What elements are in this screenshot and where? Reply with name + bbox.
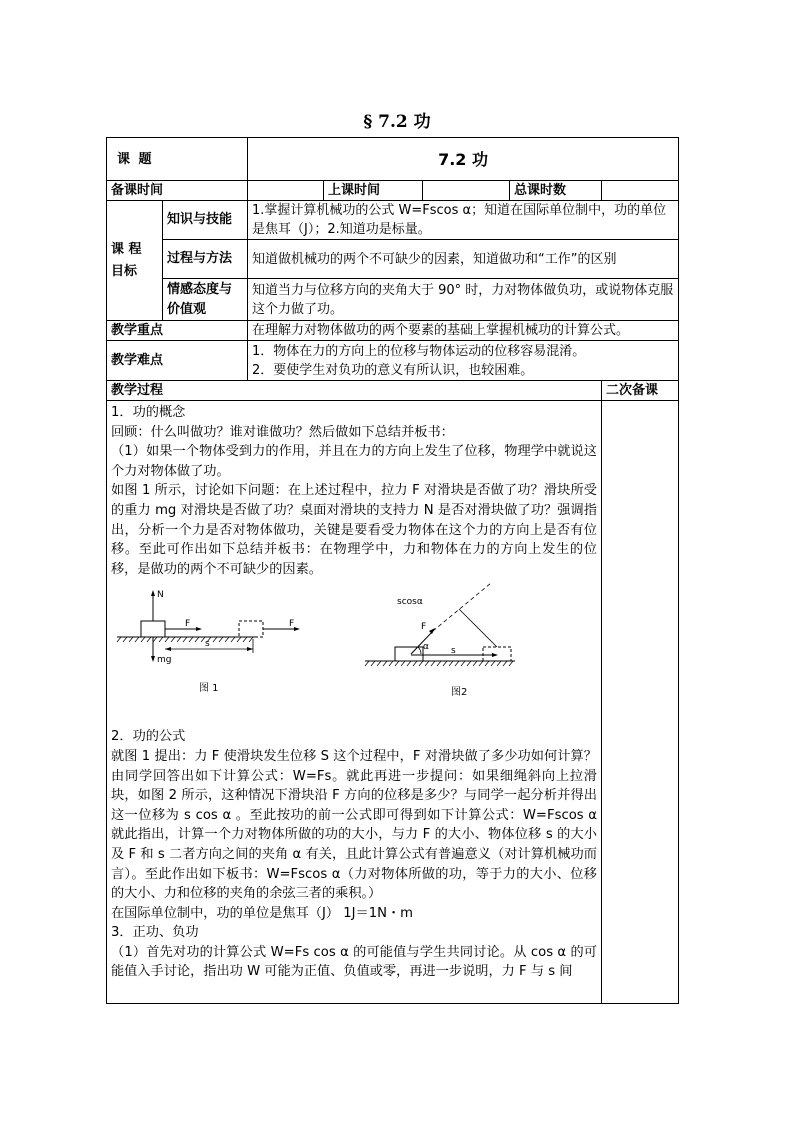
- process-paragraph: 3．正功、负功: [111, 925, 199, 941]
- force-diagrams: [111, 579, 591, 727]
- process-paragraph: 回顾：什么叫做功？谁对谁做功？然后做如下总结并板书：: [111, 424, 454, 440]
- objectives-label-text: 课 程 目标: [111, 241, 142, 279]
- second-prep-label: 二次备课: [602, 381, 679, 401]
- process-paragraph: 如图 1 所示，讨论如下问题：在上述过程中，拉力 F 对滑块是否做了功？滑块所受的重力 mg 对滑块是否做了功？桌面对滑块的支持力 N 是否对滑块做了功？强调指出，分析一个力是否对物体做功，关键是要看受力物体在这个力的方向上是否有位移。至此可作出如下总结并板书：在物理学中，力和物体在力的方向上发生的位移，是做功的两个不可缺少的因素。: [111, 483, 597, 577]
- class-time-label: 上课时间: [324, 181, 423, 201]
- process-label: 教学过程: [107, 381, 602, 401]
- difficulty-items: [248, 341, 679, 381]
- class-time-value[interactable]: [423, 181, 510, 201]
- topic-value: 7.2 功: [248, 138, 679, 181]
- document-title: § 7.2 功: [363, 112, 431, 132]
- process-paragraph: 在国际单位制中，功的单位是焦耳（J） 1J＝1N・m: [111, 905, 414, 921]
- difficulty-label: 教学难点: [107, 341, 248, 381]
- process-paragraph: （1）如果一个物体受到力的作用，并且在力的方向上发生了位移，物理学中就说这个力对物体做了功。: [111, 444, 597, 479]
- fig1-s-label: s: [205, 639, 210, 650]
- second-prep-notes[interactable]: [602, 401, 679, 1004]
- process-paragraph: （1）首先对功的计算公式 W=Fs cos α 的可能值与学生共同讨论。从 cos α 的可能值入手讨论，指出功 W 可能为正值、负值或零，再进一步说明，力 F 与 s 间: [111, 944, 597, 980]
- fig1-mg-label: mg: [157, 655, 172, 666]
- difficulty-item: 2．要使学生对负功的意义有所认识，也较困难。: [252, 362, 534, 378]
- focus-text: 在理解力对物体做功的两个要素的基础上掌握机械功的计算公式。: [248, 321, 679, 341]
- process-paragraph: 2．功的公式: [111, 729, 186, 745]
- fig1-f-label: F: [289, 619, 295, 630]
- objective-text-attitude: 知道当力与位移方向的夹角大于 90° 时，力对物体做负功，或说物体克服这个力做了功。: [248, 279, 679, 321]
- objective-label-process: 过程与方法: [163, 240, 248, 279]
- fig2-caption: 图2: [451, 687, 468, 699]
- focus-label: 教学重点: [107, 321, 248, 341]
- objective-text-knowledge: 1.掌握计算机械功的公式 W=Fscos α；知道在国际单位制中，功的单位是焦耳（J）；2.知道功是标量。: [248, 201, 679, 240]
- objectives-label: [107, 201, 163, 321]
- figure-2: [365, 583, 515, 698]
- objective-label-knowledge: 知识与技能: [163, 201, 248, 240]
- objective-label-attitude: 情感态度与价值观: [163, 279, 248, 321]
- total-hours-label: 总课时数: [510, 181, 602, 201]
- figure-1: [117, 590, 300, 694]
- fig1-caption: 图 1: [199, 683, 219, 695]
- fig1-f-label: F: [185, 619, 191, 630]
- objective-text-process: 知道做机械功的两个不可缺少的因素，知道做功和“工作”的区别: [248, 240, 679, 279]
- fig2-f-label: F: [421, 622, 427, 633]
- lesson-plan-table: [106, 137, 679, 1004]
- process-paragraph: 就图 1 提出：力 F 使滑块发生位移 S 这个过程中，F 对滑块做了多少功如何计算？由同学回答出如下计算公式：W=Fs。就此再进一步提问：如果细绳斜向上拉滑块，如图 2 所示，这种情况下滑块沿 F 方向的位移是多少？与同学一起分析并得出这一位移为 s cos α 。至此按功的前一公式即可得到如下计算公式：W=Fscos α 就此指出，计算一个力对物体所做的功的大小，与力 F 的大小、物体位移 s 的大小及 F 和 s 二者方向之间的夹角 α 有关，且此计算公式有普遍意义（对计算机械功而言）。至此作出如下板书：W=Fscos α（力对物体所做的功，等于力的大小、位移的大小、力和位移的夹角的余弦三者的乘积。）: [111, 748, 597, 902]
- figures-area: [111, 579, 597, 727]
- fig2-scos-label: scosα: [397, 597, 423, 608]
- prep-time-value[interactable]: [248, 181, 324, 201]
- difficulty-item: 1．物体在力的方向上的位移与物体运动的位移容易混淆。: [252, 343, 586, 359]
- fig1-n-label: N: [157, 590, 164, 601]
- topic-label: 课 题: [107, 138, 248, 181]
- process-content: [107, 401, 602, 1004]
- process-paragraph: 1．功的概念: [111, 405, 186, 420]
- fig2-alpha-label: α: [423, 642, 429, 653]
- prep-time-label: 备课时间: [107, 181, 248, 201]
- fig2-s-label: s: [451, 646, 456, 657]
- total-hours-value[interactable]: [602, 181, 679, 201]
